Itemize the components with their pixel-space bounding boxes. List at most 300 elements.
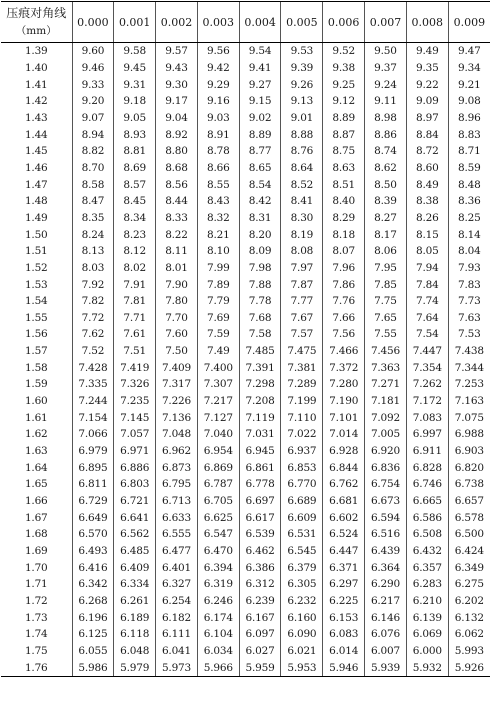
hardness-value-cell: 8.55	[197, 176, 239, 193]
diagonal-value-cell: 1.56	[24, 328, 48, 341]
hardness-value-cell: 7.80	[156, 293, 198, 310]
hardness-value-cell: 8.56	[156, 176, 198, 193]
hardness-value-cell: 9.50	[365, 43, 407, 60]
table-row	[1, 626, 490, 643]
table-row	[1, 393, 490, 410]
hardness-value-cell: 6.746	[406, 476, 448, 493]
hardness-value-cell: 9.09	[406, 93, 448, 110]
hardness-value-cell: 6.937	[281, 443, 323, 460]
hardness-value-cell: 9.34	[448, 60, 490, 77]
hardness-value-cell: 8.84	[406, 126, 448, 143]
hardness-value-cell: 9.29	[197, 76, 239, 93]
hardness-value-cell: 7.447	[406, 343, 448, 360]
hardness-value-cell: 7.91	[114, 276, 156, 293]
hardness-value-cell: 7.81	[114, 293, 156, 310]
hardness-value-cell: 8.47	[72, 193, 114, 210]
hardness-value-cell: 6.342	[72, 576, 114, 593]
hardness-value-cell: 7.307	[197, 376, 239, 393]
hardness-value-cell: 7.298	[239, 376, 281, 393]
diagonal-value-cell: 1.71	[24, 578, 48, 591]
hardness-value-cell: 6.673	[365, 493, 407, 510]
diagonal-value-cell: 1.60	[24, 395, 48, 408]
hardness-value-cell: 9.56	[197, 43, 239, 60]
hardness-value-cell: 7.400	[197, 359, 239, 376]
hardness-value-cell: 6.770	[281, 476, 323, 493]
table-row	[1, 193, 490, 210]
hardness-value-cell: 7.88	[239, 276, 281, 293]
hardness-value-cell: 6.055	[72, 643, 114, 660]
hardness-value-cell: 9.39	[281, 60, 323, 77]
hardness-value-cell: 6.586	[406, 509, 448, 526]
hardness-value-cell: 9.45	[114, 60, 156, 77]
hardness-value-cell: 7.280	[323, 376, 365, 393]
diagonal-value-cell: 1.39	[24, 45, 48, 58]
hardness-value-cell: 6.954	[197, 443, 239, 460]
diagonal-value-cell: 1.73	[24, 611, 48, 624]
hardness-value-cell: 9.46	[72, 60, 114, 77]
hardness-value-cell: 8.74	[365, 143, 407, 160]
hardness-value-cell: 5.973	[156, 659, 198, 676]
hardness-value-cell: 6.160	[281, 609, 323, 626]
column-header: 0.006	[323, 2, 365, 43]
hardness-value-cell: 9.54	[239, 43, 281, 60]
hardness-value-cell: 6.357	[406, 559, 448, 576]
diagonal-value-cell: 1.59	[24, 378, 48, 391]
table-row	[1, 293, 490, 310]
hardness-value-cell: 7.71	[114, 310, 156, 327]
hardness-value-cell: 5.993	[448, 643, 490, 660]
diagonal-value-cell: 1.51	[24, 245, 48, 258]
hardness-value-cell: 7.208	[239, 393, 281, 410]
hardness-value-cell: 7.90	[156, 276, 198, 293]
diagonal-value-cell: 1.40	[24, 61, 48, 74]
table-row	[1, 526, 490, 543]
hardness-value-cell: 9.38	[323, 60, 365, 77]
hardness-value-cell: 7.50	[156, 343, 198, 360]
diagonal-value-cell: 1.43	[24, 111, 48, 124]
hardness-value-cell: 5.932	[406, 659, 448, 676]
hardness-value-cell: 6.409	[114, 559, 156, 576]
hardness-value-cell: 6.713	[156, 493, 198, 510]
hardness-value-cell: 8.19	[281, 226, 323, 243]
hardness-value-cell: 9.37	[365, 60, 407, 77]
hardness-value-cell: 7.94	[406, 260, 448, 277]
diagonal-value-cell: 1.62	[24, 428, 48, 441]
hardness-value-cell: 8.58	[72, 176, 114, 193]
hardness-value-cell: 7.61	[114, 326, 156, 343]
hardness-value-cell: 7.79	[197, 293, 239, 310]
hardness-value-cell: 6.268	[72, 593, 114, 610]
hardness-value-cell: 6.371	[323, 559, 365, 576]
table-row	[1, 110, 490, 127]
hardness-value-cell: 6.083	[323, 626, 365, 643]
hardness-value-cell: 6.125	[72, 626, 114, 643]
hardness-value-cell: 8.88	[281, 126, 323, 143]
hardness-value-cell: 7.048	[156, 426, 198, 443]
hardness-value-cell: 7.485	[239, 343, 281, 360]
hardness-value-cell: 6.062	[448, 626, 490, 643]
hardness-value-cell: 8.09	[239, 243, 281, 260]
diagonal-value-cell: 1.66	[24, 495, 48, 508]
hardness-value-cell: 7.75	[365, 293, 407, 310]
hardness-value-cell: 6.945	[239, 443, 281, 460]
hardness-value-cell: 6.762	[323, 476, 365, 493]
hardness-value-cell: 6.312	[239, 576, 281, 593]
hardness-value-cell: 9.20	[72, 93, 114, 110]
hardness-value-cell: 7.110	[281, 409, 323, 426]
hardness-value-cell: 6.971	[114, 443, 156, 460]
hardness-value-cell: 8.52	[281, 176, 323, 193]
column-header: 0.005	[281, 2, 323, 43]
hardness-value-cell: 6.174	[197, 609, 239, 626]
hardness-value-cell: 6.617	[239, 509, 281, 526]
hardness-value-cell: 8.23	[114, 226, 156, 243]
hardness-value-cell: 8.03	[72, 260, 114, 277]
hardness-value-cell: 7.62	[72, 326, 114, 343]
table-row	[1, 143, 490, 160]
hardness-value-cell: 8.38	[406, 193, 448, 210]
hardness-value-cell: 6.539	[239, 526, 281, 543]
table-row	[1, 310, 490, 327]
diagonal-value-cell: 1.44	[24, 128, 48, 141]
hardness-value-cell: 9.30	[156, 76, 198, 93]
hardness-value-cell: 9.41	[239, 60, 281, 77]
hardness-value-cell: 8.68	[156, 160, 198, 177]
hardness-value-cell: 5.966	[197, 659, 239, 676]
hardness-value-cell: 6.232	[281, 593, 323, 610]
hardness-value-cell: 7.78	[239, 293, 281, 310]
hardness-value-cell: 6.795	[156, 476, 198, 493]
hardness-value-cell: 6.545	[281, 543, 323, 560]
table-row	[1, 443, 490, 460]
hardness-value-cell: 6.665	[406, 493, 448, 510]
diagonal-header-cell	[1, 2, 72, 43]
hardness-value-cell: 8.45	[114, 193, 156, 210]
hardness-value-cell: 8.48	[448, 176, 490, 193]
hardness-value-cell: 6.903	[448, 443, 490, 460]
hardness-value-cell: 7.70	[156, 310, 198, 327]
hardness-value-cell: 8.21	[197, 226, 239, 243]
column-header: 0.001	[114, 2, 156, 43]
hardness-value-cell: 8.20	[239, 226, 281, 243]
hardness-value-cell: 9.33	[72, 76, 114, 93]
hardness-value-cell: 6.562	[114, 526, 156, 543]
hardness-value-cell: 8.96	[448, 110, 490, 127]
hardness-value-cell: 9.27	[239, 76, 281, 93]
table-row	[1, 609, 490, 626]
hardness-value-cell: 8.06	[365, 243, 407, 260]
diagonal-value-cell: 1.50	[24, 228, 48, 241]
hardness-value-cell: 7.55	[365, 326, 407, 343]
hardness-value-cell: 9.17	[156, 93, 198, 110]
hardness-value-cell: 7.73	[448, 293, 490, 310]
hardness-value-cell: 6.167	[239, 609, 281, 626]
hardness-value-cell: 7.419	[114, 359, 156, 376]
table-row	[1, 643, 490, 660]
hardness-value-cell: 7.031	[239, 426, 281, 443]
hardness-value-cell: 6.048	[114, 643, 156, 660]
hardness-value-cell: 8.29	[323, 210, 365, 227]
diagonal-value-cell: 1.45	[24, 145, 48, 158]
hardness-value-cell: 7.95	[365, 260, 407, 277]
hardness-value-cell: 9.18	[114, 93, 156, 110]
hardness-value-cell: 8.60	[406, 160, 448, 177]
hardness-value-cell: 7.057	[114, 426, 156, 443]
hardness-value-cell: 8.08	[281, 243, 323, 260]
hardness-value-cell: 6.820	[448, 459, 490, 476]
hardness-value-cell: 7.172	[406, 393, 448, 410]
hardness-value-cell: 6.196	[72, 609, 114, 626]
hardness-value-cell: 6.217	[365, 593, 407, 610]
hardness-value-cell: 6.034	[197, 643, 239, 660]
hardness-value-cell: 8.72	[406, 143, 448, 160]
hardness-value-cell: 8.40	[323, 193, 365, 210]
diagonal-value-cell: 1.67	[24, 511, 48, 524]
table-row	[1, 260, 490, 277]
document-page	[0, 1, 491, 711]
hardness-value-cell: 7.84	[406, 276, 448, 293]
hardness-value-cell: 5.926	[448, 659, 490, 676]
hardness-value-cell: 6.609	[281, 509, 323, 526]
table-row	[1, 243, 490, 260]
hardness-value-cell: 7.92	[72, 276, 114, 293]
table-row	[1, 76, 490, 93]
hardness-value-cell: 7.456	[365, 343, 407, 360]
diagonal-value-cell: 1.55	[24, 311, 48, 324]
hardness-value-cell: 7.040	[197, 426, 239, 443]
hardness-value-cell: 7.65	[365, 310, 407, 327]
hardness-value-cell: 8.80	[156, 143, 198, 160]
hardness-value-cell: 6.962	[156, 443, 198, 460]
hardness-value-cell: 7.58	[239, 326, 281, 343]
hardness-value-cell: 7.363	[365, 359, 407, 376]
hardness-value-cell: 6.261	[114, 593, 156, 610]
hardness-value-cell: 6.097	[239, 626, 281, 643]
hardness-value-cell: 7.56	[323, 326, 365, 343]
hardness-value-cell: 9.21	[448, 76, 490, 93]
hardness-value-cell: 5.986	[72, 659, 114, 676]
hardness-value-cell: 6.787	[197, 476, 239, 493]
hardness-value-cell: 7.335	[72, 376, 114, 393]
hardness-value-cell: 7.428	[72, 359, 114, 376]
hardness-value-cell: 6.349	[448, 559, 490, 576]
hardness-value-cell: 6.689	[281, 493, 323, 510]
table-row	[1, 359, 490, 376]
hardness-value-cell: 8.77	[239, 143, 281, 160]
hardness-value-cell: 9.42	[197, 60, 239, 77]
table-body	[1, 43, 490, 677]
hardness-value-cell: 6.705	[197, 493, 239, 510]
diagonal-header-label: 压痕对角线	[6, 6, 67, 20]
diagonal-value-cell: 1.70	[24, 561, 48, 574]
hardness-value-cell: 9.08	[448, 93, 490, 110]
hardness-value-cell: 9.22	[406, 76, 448, 93]
hardness-value-cell: 9.05	[114, 110, 156, 127]
hardness-value-cell: 8.07	[323, 243, 365, 260]
hardness-value-cell: 8.15	[406, 226, 448, 243]
hardness-value-cell: 6.111	[156, 626, 198, 643]
hardness-value-cell: 8.54	[239, 176, 281, 193]
hardness-value-cell: 6.738	[448, 476, 490, 493]
hardness-value-cell: 7.87	[281, 276, 323, 293]
hardness-value-cell: 8.78	[197, 143, 239, 160]
hardness-value-cell: 7.475	[281, 343, 323, 360]
hardness-value-cell: 7.86	[323, 276, 365, 293]
diagonal-value-cell: 1.65	[24, 478, 48, 491]
diagonal-value-cell: 1.41	[24, 78, 48, 91]
hardness-value-cell: 7.96	[323, 260, 365, 277]
hardness-value-cell: 9.15	[239, 93, 281, 110]
hardness-value-cell: 6.021	[281, 643, 323, 660]
table-row	[1, 509, 490, 526]
hardness-value-cell: 7.72	[72, 310, 114, 327]
hardness-value-cell: 6.290	[365, 576, 407, 593]
hardness-value-cell: 7.354	[406, 359, 448, 376]
hardness-value-cell: 7.136	[156, 409, 198, 426]
hardness-value-cell: 6.721	[114, 493, 156, 510]
hardness-value-cell: 6.578	[448, 509, 490, 526]
hardness-value-cell: 8.27	[365, 210, 407, 227]
table-row	[1, 376, 490, 393]
column-header: 0.004	[239, 2, 281, 43]
hardness-value-cell: 6.681	[323, 493, 365, 510]
hardness-value-cell: 7.74	[406, 293, 448, 310]
hardness-value-cell: 7.57	[281, 326, 323, 343]
hardness-value-cell: 8.34	[114, 210, 156, 227]
column-header: 0.008	[406, 2, 448, 43]
hardness-value-cell: 5.946	[323, 659, 365, 676]
column-header: 0.003	[197, 2, 239, 43]
hardness-value-cell: 6.657	[448, 493, 490, 510]
hardness-value-cell: 6.225	[323, 593, 365, 610]
hardness-value-cell: 6.439	[365, 543, 407, 560]
hardness-value-cell: 8.12	[114, 243, 156, 260]
hardness-value-cell: 7.317	[156, 376, 198, 393]
hardness-value-cell: 6.470	[197, 543, 239, 560]
hardness-value-cell: 6.641	[114, 509, 156, 526]
hardness-value-cell: 7.54	[406, 326, 448, 343]
hardness-value-cell: 8.05	[406, 243, 448, 260]
hardness-value-cell: 7.76	[323, 293, 365, 310]
hardness-value-cell: 6.844	[323, 459, 365, 476]
hardness-value-cell: 7.075	[448, 409, 490, 426]
hardness-value-cell: 6.531	[281, 526, 323, 543]
hardness-value-cell: 7.97	[281, 260, 323, 277]
hardness-value-cell: 9.01	[281, 110, 323, 127]
hardness-value-cell: 6.090	[281, 626, 323, 643]
hardness-value-cell: 8.91	[197, 126, 239, 143]
hardness-value-cell: 6.928	[323, 443, 365, 460]
hardness-value-cell: 6.432	[406, 543, 448, 560]
table-row	[1, 409, 490, 426]
hardness-value-cell: 9.47	[448, 43, 490, 60]
hardness-value-cell: 6.988	[448, 426, 490, 443]
table-row	[1, 160, 490, 177]
hardness-value-cell: 7.199	[281, 393, 323, 410]
hardness-value-cell: 7.53	[448, 326, 490, 343]
hardness-value-cell: 6.462	[239, 543, 281, 560]
hardness-value-cell: 7.89	[197, 276, 239, 293]
diagonal-value-cell: 1.61	[24, 411, 48, 424]
hardness-value-cell: 9.12	[323, 93, 365, 110]
hardness-value-cell: 9.52	[323, 43, 365, 60]
hardness-value-cell: 8.76	[281, 143, 323, 160]
hardness-value-cell: 6.754	[365, 476, 407, 493]
hardness-value-cell: 9.24	[365, 76, 407, 93]
hardness-value-cell: 9.03	[197, 110, 239, 127]
hardness-value-cell: 8.26	[406, 210, 448, 227]
table-row	[1, 426, 490, 443]
hardness-value-cell: 7.181	[365, 393, 407, 410]
table-row	[1, 210, 490, 227]
hardness-value-cell: 7.271	[365, 376, 407, 393]
diagonal-value-cell: 1.53	[24, 278, 48, 291]
hardness-value-cell: 6.202	[448, 593, 490, 610]
hardness-value-cell: 5.959	[239, 659, 281, 676]
hardness-value-cell: 8.93	[114, 126, 156, 143]
hardness-value-cell: 7.163	[448, 393, 490, 410]
diagonal-value-cell: 1.58	[24, 361, 48, 374]
hardness-value-cell: 8.44	[156, 193, 198, 210]
hardness-value-cell: 7.372	[323, 359, 365, 376]
hardness-value-cell: 7.98	[239, 260, 281, 277]
hardness-value-cell: 6.118	[114, 626, 156, 643]
table-row	[1, 126, 490, 143]
hardness-value-cell: 9.43	[156, 60, 198, 77]
hardness-value-cell: 6.861	[239, 459, 281, 476]
hardness-value-cell: 8.13	[72, 243, 114, 260]
hardness-value-cell: 7.66	[323, 310, 365, 327]
hardness-value-cell: 7.64	[406, 310, 448, 327]
hardness-value-cell: 6.602	[323, 509, 365, 526]
hardness-value-cell: 6.477	[156, 543, 198, 560]
hardness-value-cell: 7.59	[197, 326, 239, 343]
diagonal-value-cell: 1.47	[24, 178, 48, 191]
hardness-value-cell: 8.89	[323, 110, 365, 127]
hardness-value-cell: 6.379	[281, 559, 323, 576]
hardness-value-cell: 9.49	[406, 43, 448, 60]
hardness-value-cell: 7.85	[365, 276, 407, 293]
table-row	[1, 559, 490, 576]
hardness-value-cell: 8.36	[448, 193, 490, 210]
hardness-value-cell: 6.076	[365, 626, 407, 643]
hardness-value-cell: 9.25	[323, 76, 365, 93]
diagonal-value-cell: 1.68	[24, 528, 48, 541]
hardness-value-cell: 8.04	[448, 243, 490, 260]
hardness-value-cell: 7.253	[448, 376, 490, 393]
table-row	[1, 326, 490, 343]
hardness-value-cell: 7.68	[239, 310, 281, 327]
hardness-value-cell: 8.94	[72, 126, 114, 143]
hardness-value-cell: 6.778	[239, 476, 281, 493]
hardness-value-cell: 6.000	[406, 643, 448, 660]
hardness-value-cell: 5.979	[114, 659, 156, 676]
hardness-value-cell: 6.729	[72, 493, 114, 510]
table-row	[1, 176, 490, 193]
table-row	[1, 476, 490, 493]
diagonal-value-cell: 1.76	[1, 659, 72, 676]
hardness-value-cell: 6.182	[156, 609, 198, 626]
hardness-value-cell: 6.394	[197, 559, 239, 576]
hardness-table	[1, 1, 490, 677]
hardness-value-cell: 5.939	[365, 659, 407, 676]
hardness-value-cell: 6.811	[72, 476, 114, 493]
hardness-value-cell: 6.979	[72, 443, 114, 460]
hardness-value-cell: 7.154	[72, 409, 114, 426]
hardness-value-cell: 8.71	[448, 143, 490, 160]
hardness-value-cell: 8.63	[323, 160, 365, 177]
hardness-value-cell: 7.217	[197, 393, 239, 410]
